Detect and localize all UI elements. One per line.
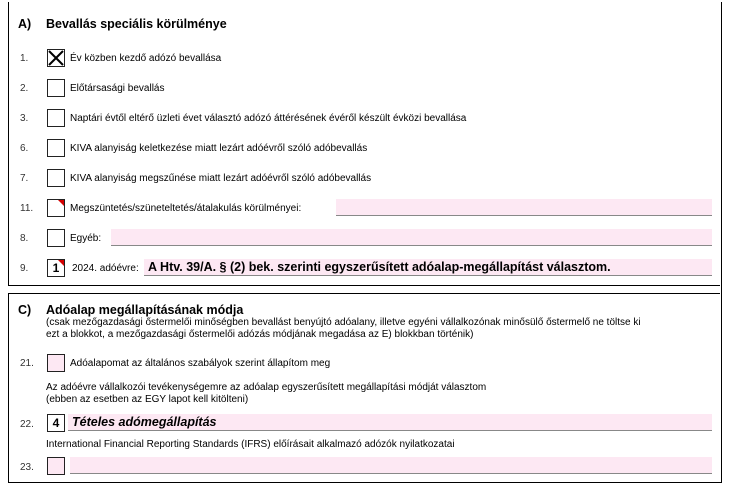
row-number: 8. bbox=[20, 233, 29, 244]
row-label: 2024. adóévre: bbox=[72, 263, 139, 274]
checkbox-row-2[interactable] bbox=[47, 79, 65, 97]
section-c-letter: C) bbox=[18, 303, 32, 317]
ifrs-input[interactable] bbox=[70, 457, 712, 474]
checkbox-row-3[interactable] bbox=[47, 109, 65, 127]
row-number: 1. bbox=[20, 53, 29, 64]
row-number: 6. bbox=[20, 143, 29, 154]
checkbox-row-23[interactable] bbox=[47, 457, 65, 475]
section-a-letter: A) bbox=[18, 17, 32, 31]
circumstances-input[interactable] bbox=[336, 199, 712, 216]
simplified-choice-note: (ebben az esetben az EGY lapot kell kitölteni) bbox=[46, 394, 249, 405]
checkbox-row-6[interactable] bbox=[47, 139, 65, 157]
other-input[interactable] bbox=[111, 229, 712, 246]
value-box-row-22[interactable]: 4 bbox=[47, 414, 65, 432]
row-label: KIVA alanyiság keletkezése miatt lezárt adóévről szóló adóbevallás bbox=[70, 143, 368, 154]
value-box-row-9[interactable]: 1 bbox=[47, 259, 65, 277]
row-label: Év közben kezdő adózó bevallása bbox=[70, 53, 222, 64]
row-label: Naptári évtől eltérő üzleti évet választó adózó áttérésének évéről készült évközi bevallása bbox=[70, 113, 467, 124]
section-separator bbox=[8, 285, 720, 294]
checkbox-row-11[interactable] bbox=[47, 199, 65, 217]
section-c-title: Adóalap megállapításának módja bbox=[46, 303, 244, 317]
row-label: Megszüntetés/szüneteltetés/átalakulás körülményei: bbox=[70, 203, 302, 214]
checkbox-row-8[interactable] bbox=[47, 229, 65, 247]
section-a-title: Bevallás speciális körülménye bbox=[46, 17, 227, 31]
row-label: Adóalapomat az általános szabályok szerint állapítom meg bbox=[70, 358, 331, 369]
row-label: KIVA alanyiság megszűnése miatt lezárt adóévről szóló adóbevallás bbox=[70, 173, 372, 184]
row-number: 2. bbox=[20, 83, 29, 94]
checkbox-row-21[interactable] bbox=[47, 354, 65, 372]
checkbox-row-7[interactable] bbox=[47, 169, 65, 187]
row-number: 3. bbox=[20, 113, 29, 124]
checkbox-row-1[interactable] bbox=[47, 49, 65, 67]
row-number: 23. bbox=[20, 462, 34, 473]
ifrs-heading: International Financial Reporting Standards (IFRS) előírásait alkalmazó adózók nyilatkozatai bbox=[46, 439, 455, 450]
section-c-note-line-1: (csak mezőgazdasági őstermelői minőségben bevallást benyújtó adóalany, illetve egyéni vállalkozónak minősülő őstermelő ne töltse ki bbox=[46, 317, 641, 328]
simplified-tax-base-text[interactable]: A Htv. 39/A. § (2) bek. szerinti egyszerűsített adóalap-megállapítást választom. bbox=[144, 259, 712, 276]
row-label: Egyéb: bbox=[70, 233, 102, 244]
row-number: 9. bbox=[20, 263, 29, 274]
x-mark-icon bbox=[48, 50, 64, 66]
row-number: 7. bbox=[20, 173, 29, 184]
simplified-choice-text: Az adóévre vállalkozói tevékenységemre az adóalap egyszerűsített megállapítási módját választom bbox=[46, 382, 487, 393]
section-c-note-line-2: ezt a blokkot, a mezőgazdasági őstermelői adózás módjának megadása az E) blokkban történik) bbox=[46, 329, 474, 340]
row-label: Előtársasági bevallás bbox=[70, 83, 165, 94]
simplified-method-text[interactable]: Tételes adómegállapítás bbox=[68, 414, 712, 431]
row-number: 22. bbox=[20, 419, 34, 430]
row-number: 21. bbox=[20, 358, 34, 369]
row-number: 11. bbox=[20, 203, 34, 214]
